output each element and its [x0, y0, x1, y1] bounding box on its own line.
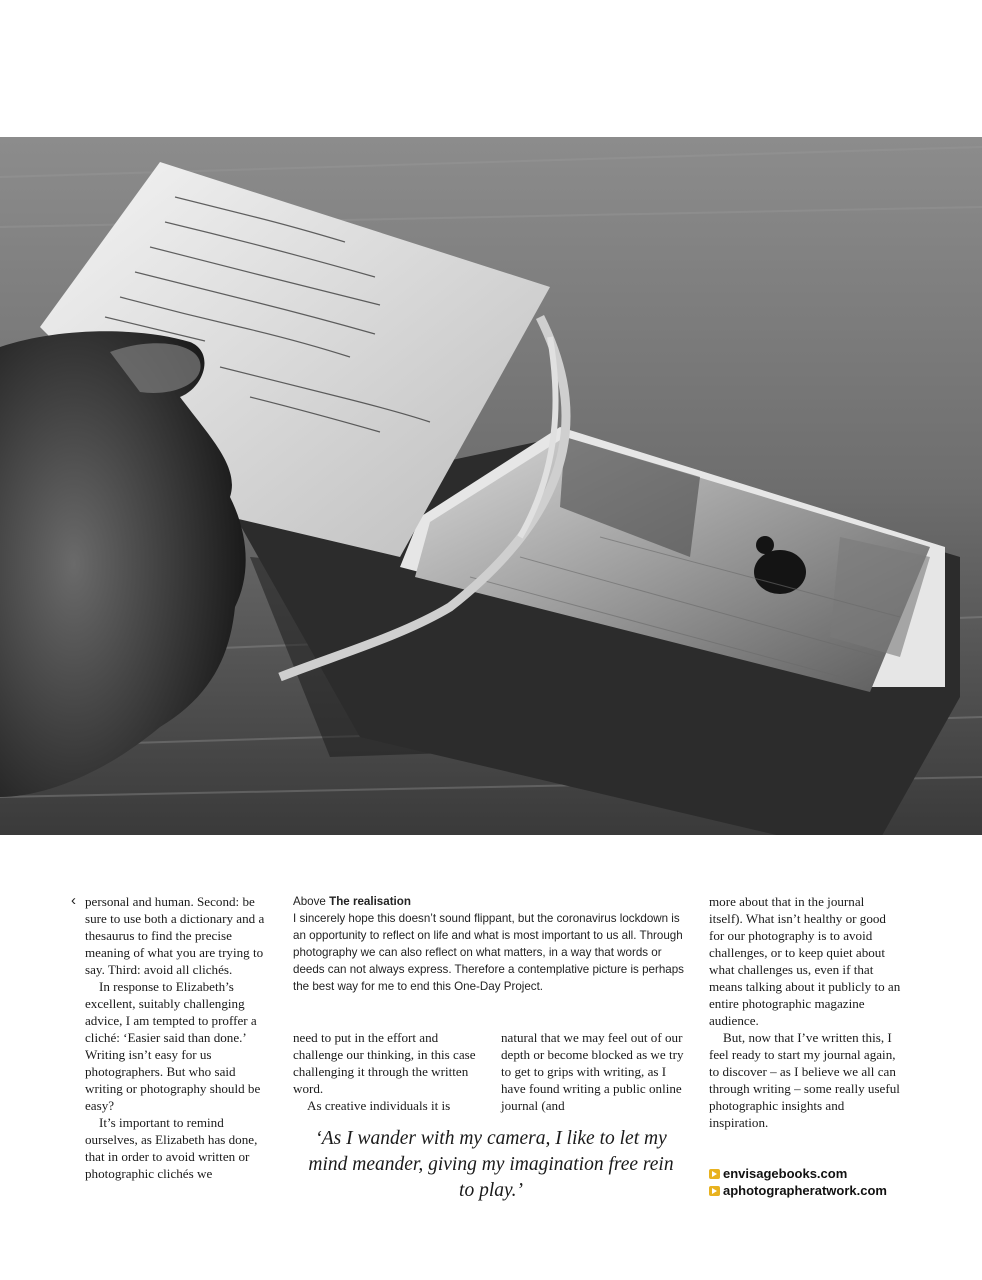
body-column-3 [501, 1029, 686, 1114]
column2-paragraph-1: need to put in the effort and challenge our thinking, in this case challenging it through the written word. [293, 1030, 476, 1096]
link-label: envisagebooks.com [723, 1166, 848, 1181]
column4-paragraph-2: But, now that I’ve written this, I feel ready to start my journal again, to discover – as I believe we all can through writing – some really useful photographic insights and inspiration. [709, 1030, 900, 1130]
column3-paragraph-1: natural that we may feel out of our depth or become blocked as we try to get to grips with writing, as I have found writing a public online journal (and [501, 1030, 684, 1113]
web-link-icon [709, 1169, 720, 1179]
journal-photo [0, 137, 982, 835]
link-aphotographeratwork[interactable] [709, 1182, 939, 1199]
photo-illustration [0, 137, 982, 835]
body-column-4 [709, 893, 901, 1131]
photo-caption [293, 893, 688, 995]
column4-paragraph-1: more about that in the journal itself). What isn’t healthy or good for our photography is to avoid challenges, or to keep quiet about what challenges us, even if that means talking about it publicly to an entire photographic magazine audience. [709, 894, 901, 1028]
body-column-1 [85, 893, 275, 1182]
body-column-2 [293, 1029, 478, 1114]
column1-paragraph-1: personal and human. Second: be sure to use both a dictionary and a thesaurus to find the precise meaning of what you are trying to say. Third: avoid all clichés. [85, 894, 265, 977]
column2-paragraph-2: As creative individuals it is [307, 1098, 451, 1113]
column1-paragraph-3: It’s important to remind ourselves, as Elizabeth has done, that in order to avoid written or photographic clichés we [85, 1115, 258, 1181]
continued-arrow-icon: ‹ [71, 892, 76, 909]
pull-quote: ‘As I wander with my camera, I like to let my mind meander, giving my imagination free rein to play.’ [308, 1128, 674, 1201]
caption-label: Above [293, 895, 326, 908]
column1-paragraph-2: In response to Elizabeth’s excellent, suitably challenging advice, I am tempted to proffer a cliché: ‘Easier said than done.’ Writing isn’t easy for us photographers. But who said writing or photography should be easy? [85, 979, 261, 1113]
web-link-icon [709, 1186, 720, 1196]
link-envisagebooks[interactable] [709, 1165, 939, 1182]
caption-text: I sincerely hope this doesn’t sound flippant, but the coronavirus lockdown is an opportunity to reflect on life and what is most important to us all. Through photography we can also reflect on what matters, in a way that words or deeds can not always express. Therefore a contemplative picture is perhaps the best way for me to end this One-Day Project. [293, 912, 684, 993]
link-label: aphotographeratwork.com [723, 1183, 887, 1198]
website-links [709, 1165, 939, 1199]
caption-title: The realisation [329, 895, 411, 908]
